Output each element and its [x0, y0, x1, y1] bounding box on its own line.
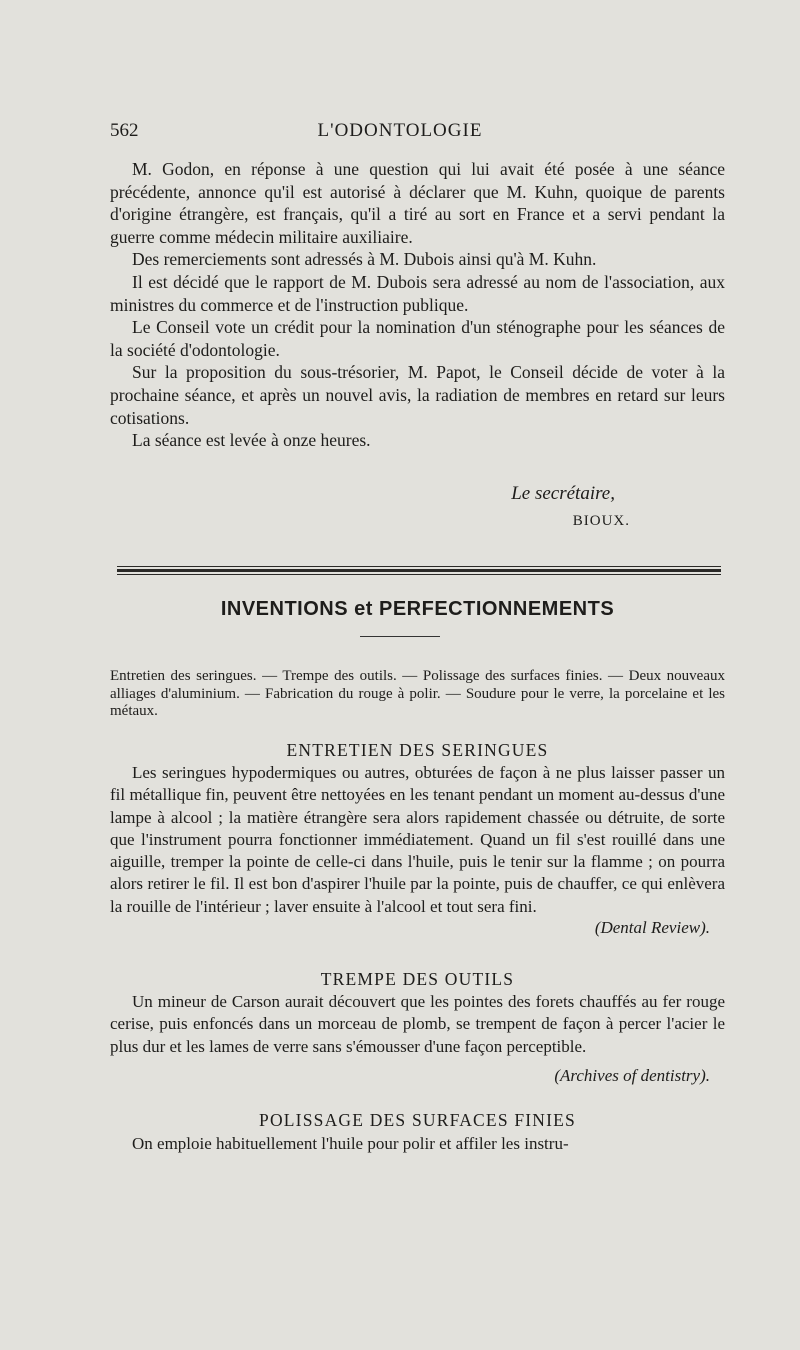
section-summary [110, 668, 725, 721]
minutes-paragraph: Le Conseil vote un crédit pour la nomination d'un sténographe pour les séances de la société d'odontologie. [110, 317, 725, 360]
summary-text: Entretien des seringues. — Trempe des outils. — Polissage des surfaces finies. — Deux nouveaux alliages d'aluminium. — Fabrication du rouge à polir. — Soudure pour le verre, la porcelaine et les métaux. [110, 668, 725, 719]
article-body [110, 991, 725, 1058]
article-title: TREMPE DES OUTILS [320, 969, 515, 989]
signature-name: BIOUX. [572, 513, 630, 529]
section-divider-thin [117, 574, 721, 575]
signature-role: Le secrétaire, [511, 483, 615, 504]
heading-underline [360, 636, 440, 637]
section-heading: INVENTIONS et PERFECTIONNEMENTS [220, 598, 615, 620]
minutes-paragraph: Il est décidé que le rapport de M. Dubois sera adressé au nom de l'association, aux ministres du commerce et de l'instruction publique. [110, 271, 725, 315]
article-text: On emploie habituellement l'huile pour polir et affiler les instru- [132, 1134, 569, 1153]
meeting-minutes [110, 158, 725, 452]
minutes-paragraph: Sur la proposition du sous-trésorier, M. Papot, le Conseil décide de voter à la prochaine séance, et après un nouvel avis, la radiation de membres en retard sur leurs cotisations. [110, 362, 725, 428]
article-title: ENTRETIEN DES SERINGUES [286, 740, 549, 760]
article-source: (Dental Review). [594, 918, 710, 937]
section-divider-thin [117, 566, 721, 567]
page-number: 562 [110, 120, 139, 141]
minutes-paragraph: La séance est levée à onze heures. [132, 430, 371, 451]
article-text: Un mineur de Carson aurait découvert que les pointes des forets chauffés au fer rouge cerise, puis enfoncés dans un morceau de plomb, se trempent de façon à percer l'acier le plus dur et les lames de verre sans s'émousser d'une façon perceptible. [110, 992, 725, 1056]
running-title: L'ODONTOLOGIE [317, 120, 483, 141]
minutes-paragraph: Des remerciements sont adressés à M. Dubois ainsi qu'à M. Kuhn. [132, 249, 597, 270]
article-body [110, 762, 725, 918]
page-header [110, 120, 690, 146]
article-source: (Archives of dentistry). [554, 1066, 710, 1085]
article-body [110, 1133, 725, 1155]
minutes-paragraph: M. Godon, en réponse à une question qui lui avait été posée à une séance précédente, annonce qu'il est autorisé à déclarer que M. Kuhn, quoique de parents d'origine étrangère, est français, qu'il a tiré au sort en France et a servi pendant la guerre comme médecin militaire auxiliaire. [110, 159, 725, 247]
section-divider-thick [117, 569, 721, 572]
article-text: Les seringues hypodermiques ou autres, obturées de façon à ne plus laisser passer un fil métallique fin, peuvent être nettoyées en les tenant pendant un moment au-dessus d'une lampe à alcool ; la matière étrangère sera alors rapidement chassée ou détruite, de sorte que l'instrument pourra fonctionner immédiatement. Quand un fil s'est rouillé dans une aiguille, tremper la pointe de celle-ci dans l'huile, puis le tenir sur la flamme ; on pourra alors retirer le fil. Il est bon d'aspirer l'huile par la pointe, puis de chauffer, ce qui enlèvera la rouille de l'intérieur ; laver ensuite à l'alcool et tout sera fini. [110, 763, 725, 916]
article-title: POLISSAGE DES SURFACES FINIES [259, 1110, 576, 1130]
